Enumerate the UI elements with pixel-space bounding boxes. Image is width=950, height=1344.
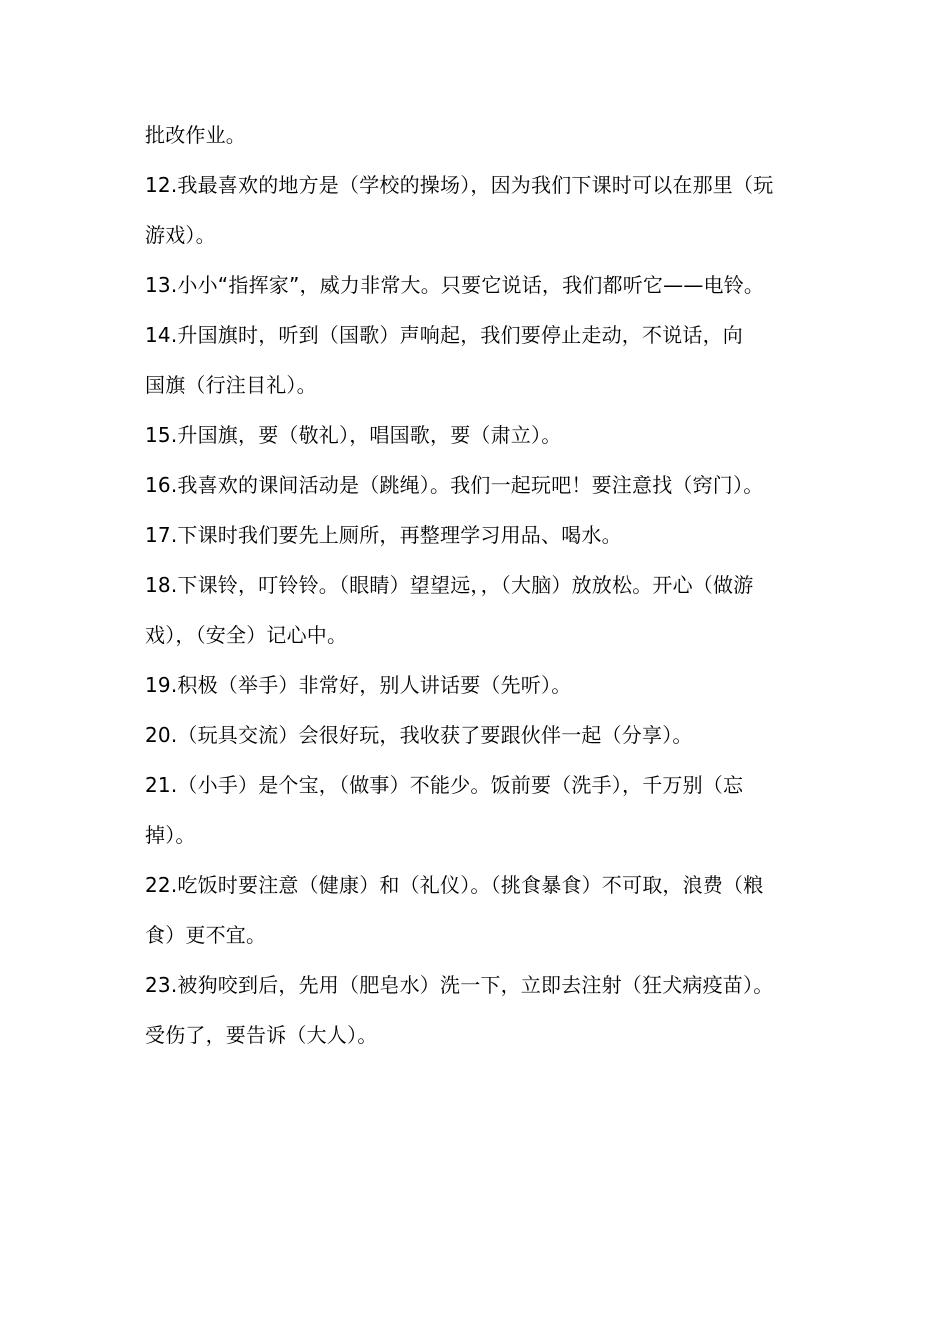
text-line: 12.我最喜欢的地方是（学校的操场），因为我们下课时可以在那里（玩 — [145, 173, 774, 197]
text-line: 19.积极（举手）非常好，别人讲话要（先听）。 — [145, 673, 572, 697]
text-line: 17.下课时我们要先上厕所，再整理学习用品、喝水。 — [145, 523, 622, 547]
text-line: 21.（小手）是个宝，（做事）不能少。饭前要（洗手），千万别（忘 — [145, 773, 744, 797]
text-line: 13.小小“指挥家”，威力非常大。只要它说话，我们都听它——电铃。 — [145, 273, 765, 297]
text-line: 批改作业。 — [145, 123, 246, 147]
text-line: 14.升国旗时，听到（国歌）声响起，我们要停止走动，不说话，向 — [145, 323, 744, 347]
text-line: 食）更不宜。 — [145, 923, 267, 947]
text-line: 戏），（安全）记心中。 — [145, 623, 348, 647]
text-line: 18.下课铃，叮铃铃。（眼睛）望望远，，（大脑）放放松。开心（做游 — [145, 573, 754, 597]
text-line: 国旗（行注目礼）。 — [145, 373, 317, 397]
text-line: 15.升国旗，要（敬礼），唱国歌，要（肃立）。 — [145, 423, 562, 447]
text-line: 22.吃饭时要注意（健康）和（礼仪）。（挑食暴食）不可取，浪费（粮 — [145, 873, 764, 897]
text-line: 游戏）。 — [145, 223, 216, 247]
text-line: 受伤了，要告诉（大人）。 — [145, 1023, 378, 1047]
text-line: 20.（玩具交流）会很好玩，我收获了要跟伙伴一起（分享）。 — [145, 723, 693, 747]
text-line: 掉）。 — [145, 823, 196, 847]
text-line: 23.被狗咬到后，先用（肥皂水）洗一下，立即去注射（狂犬病疫苗）。 — [145, 973, 774, 997]
text-line: 16.我喜欢的课间活动是（跳绳）。我们一起玩吧！要注意找（窍门）。 — [145, 473, 764, 497]
document-body — [145, 110, 815, 1060]
